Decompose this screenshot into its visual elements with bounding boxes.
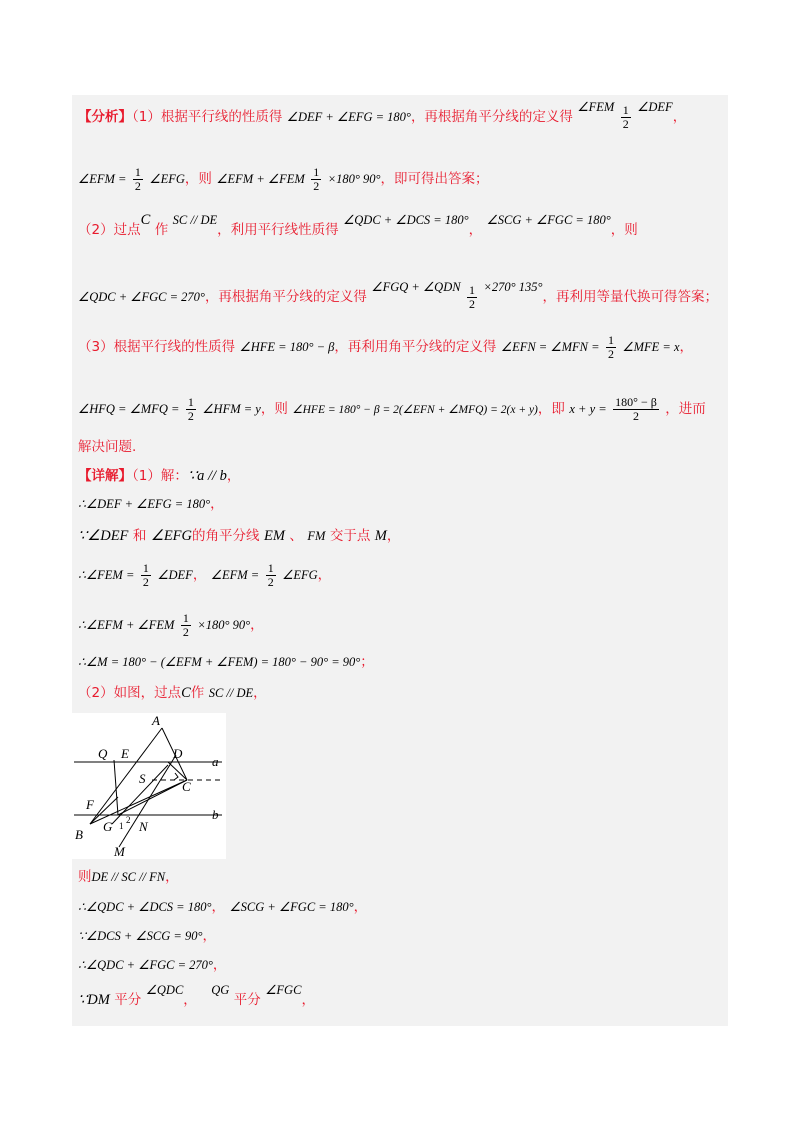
detail-line-7: （2）如图，过点C作 SC // DE， [78,685,267,701]
label-M: M [114,844,125,859]
label-B: B [75,827,83,842]
segment-GC [118,780,187,815]
label-Q: Q [98,746,108,761]
label-D: D [173,746,183,761]
label-b: b [212,807,219,822]
detail-line-12: ∵DM 平分 ∠QDC， QG 平分 ∠FGC， [78,983,315,1008]
geometry-figure [72,713,226,859]
analysis-line-5: （3）根据平行线的性质得 ∠HFE = 180° − β，再利用角平分线的定义得 ∠EFN = ∠MFN = $\frac{1}{2}$ ∠MFE = x， [78,333,694,361]
fraction: $\frac{180^\circ - \beta}{2}$ [615,395,657,423]
label-N: N [139,819,148,834]
fraction: $\frac{1}{2}$ [134,165,141,193]
analysis-line-1: 【分析】（1）根据平行线的性质得 ∠DEF + ∠EFG = 180°，再根据角平分线的定义得 ∠FEM $\frac{1}{2}$ ∠DEF， [78,100,687,131]
analysis-line-2: ∠EFM = $\frac{1}{2}$ ∠EFG，则 ∠EFM + ∠FEM $\frac{1}{2}$ ×180° 90°，即可得出答案； [78,165,489,193]
fraction: $\frac{1}{2}$ [313,165,320,193]
analysis-line-3: （2）过点C 作 SC // DE，利用平行线性质得 ∠QDC + ∠DCS = 180°， ∠SCG + ∠FGC = 180°，则 [78,212,638,238]
detail-line-2: ∴∠DEF + ∠EFG = 180°， [78,496,224,512]
analysis-line-7: 解决问题. [78,439,137,455]
analysis-line-6: ∠HFQ = ∠MFQ = $\frac{1}{2}$ ∠HFM = y，则 ∠HFE = 180° − β = 2(∠EFN + ∠MFQ) = 2(x + y)，即 x + y = $\frac{180^\circ - \beta}{2}$ ，进而 [78,395,706,423]
right-angle-mark [174,773,178,780]
fraction: $\frac{1}{2}$ [267,561,274,589]
label-angle-2: 2 [126,815,131,825]
label-E: E [121,746,129,761]
fraction: $\frac{1}{2}$ [187,395,194,423]
label-a: a [212,754,219,769]
analysis-line-4: ∠QDC + ∠FGC = 270°，再根据角平分线的定义得 ∠FGQ + ∠QDN $\frac{1}{2}$ ×270° 135°，再利用等量代换可得答案； [78,280,719,311]
detail-line-10: ∵∠DCS + ∠SCG = 90°， [78,928,216,944]
geometry-diagram [72,713,226,859]
fraction: $\frac{1}{2}$ [182,611,189,639]
detail-line-6: ∴∠M = 180° − (∠EFM + ∠FEM) = 180° − 90° = 90°； [78,654,374,670]
fraction: $\frac{1}{2}$ [469,283,476,311]
analysis-tag: 【分析】 [78,109,132,126]
math-expr: ∠DEF + ∠EFG = 180° [286,110,411,125]
detail-line-3: ∵∠DEF 和 ∠EFG的角平分线 EM 、 FM 交于点 M， [78,528,401,544]
fraction: $\frac{1}{2}$ [622,103,629,131]
label-S: S [139,771,146,786]
detail-line-11: ∴∠QDC + ∠FGC = 270°， [78,957,227,973]
label-angle-1: 1 [119,821,124,831]
label-C: C [182,779,191,794]
label-A: A [152,713,160,728]
detail-line-1: 【详解】（1）解：∵a // b， [78,468,241,484]
detail-line-8: 则DE // SC // FN， [78,869,179,885]
detail-tag: 【详解】 [78,468,132,484]
fraction: $\frac{1}{2}$ [607,333,614,361]
detail-line-9: ∴∠QDC + ∠DCS = 180°， ∠SCG + ∠FGC = 180°， [78,899,368,915]
label-F: F [86,797,94,812]
fraction: $\frac{1}{2}$ [142,561,149,589]
label-G: G [103,819,113,834]
detail-line-4: ∴∠FEM = $\frac{1}{2}$ ∠DEF， ∠EFM = $\frac{1}{2}$ ∠EFG， [78,561,332,589]
detail-line-5: ∴∠EFM + ∠FEM $\frac{1}{2}$ ×180° 90°， [78,611,264,639]
segment-BC [90,780,187,824]
